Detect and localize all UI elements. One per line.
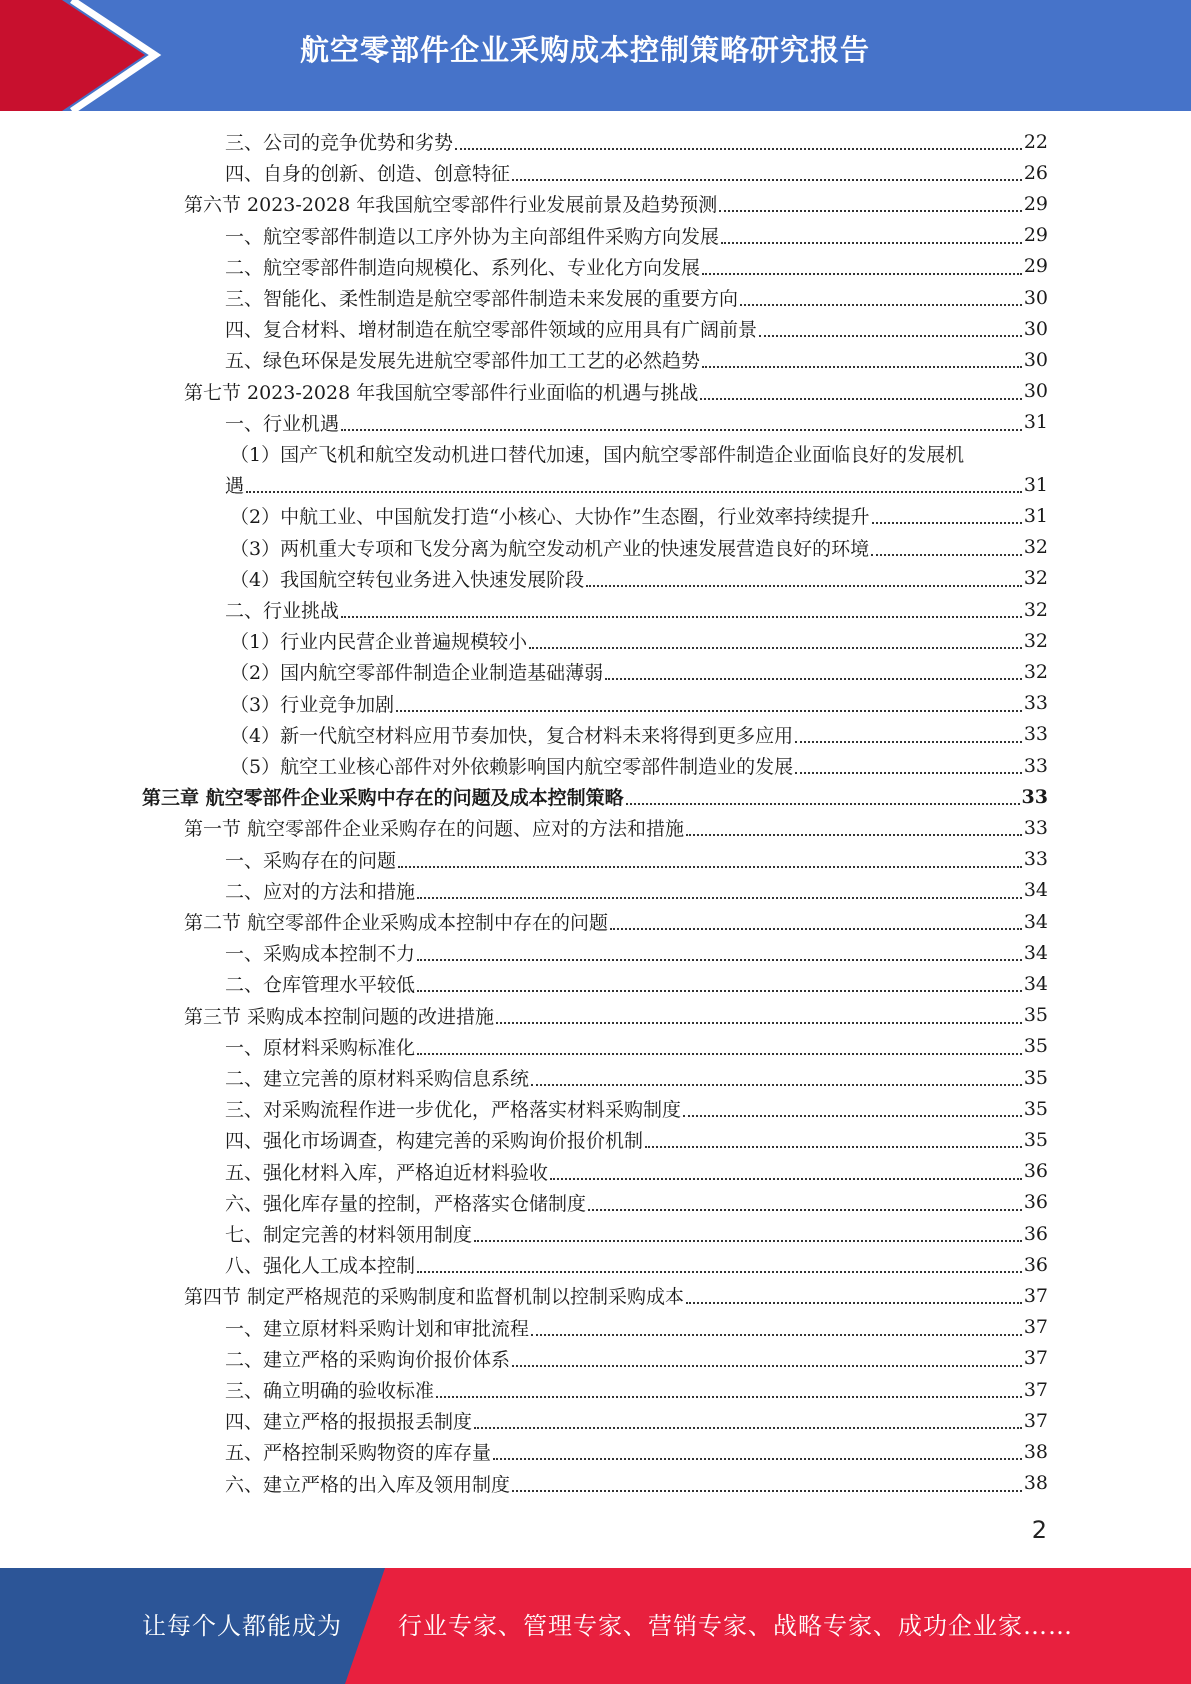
toc-leader-dots: [586, 585, 1022, 587]
toc-entry: [225, 251, 1048, 282]
toc-entry-label: （1）行业内民营企业普遍规模较小: [230, 631, 528, 654]
toc-page-number: 35: [1023, 1097, 1048, 1120]
toc-leader-dots: [588, 1209, 1022, 1211]
toc-entry-label: 七、制定完善的材料领用制度: [225, 1224, 473, 1246]
toc-leader-dots: [512, 1365, 1022, 1367]
toc-leader-dots: [512, 1490, 1022, 1492]
toc-page-number: 36: [1023, 1222, 1048, 1245]
toc-entry: [230, 750, 1048, 781]
toc-leader-dots: [605, 678, 1022, 680]
toc-entry-label: （3）行业竞争加剧: [230, 693, 395, 716]
toc-entry-label: 第四节 制定严格规范的采购制度和监督机制以控制采购成本: [184, 1286, 685, 1309]
toc-leader-dots: [795, 741, 1022, 743]
toc-entry: [225, 1187, 1048, 1218]
toc-entry-label: 三、智能化、柔性制造是航空零部件制造未来发展的重要方向: [225, 288, 739, 310]
toc-leader-dots: [626, 803, 1020, 805]
toc-leader-dots: [417, 1271, 1022, 1273]
toc-entry: [230, 625, 1048, 656]
toc-entry-label: （2）中航工业、中国航发打造“小核心、大协作”生态圈，行业效率持续提升: [230, 506, 870, 529]
toc-leader-dots: [719, 210, 1022, 212]
toc-entry: [225, 1374, 1048, 1405]
toc-entry: [225, 157, 1048, 188]
toc-entry-label: 二、行业挑战: [225, 600, 340, 622]
toc-page-number: 36: [1023, 1253, 1048, 1276]
page-footer: [0, 1568, 1191, 1684]
toc-entry-label: 第七节 2023-2028 年我国航空零部件行业面临的机遇与挑战: [184, 381, 699, 404]
toc-section-entry: [184, 376, 1048, 407]
toc-section-entry: [184, 812, 1048, 843]
toc-page-number: 33: [1023, 848, 1048, 871]
toc-leader-dots: [512, 179, 1022, 181]
toc-leader-dots: [795, 772, 1022, 774]
toc-entry-label: 一、建立原材料采购计划和审批流程: [225, 1317, 530, 1340]
toc-entry-label: 八、强化人工成本控制: [225, 1255, 416, 1278]
toc-entry: [225, 1218, 1048, 1249]
toc-entry-label: （4）新一代航空材料应用节奏加快，复合材料未来将得到更多应用: [230, 724, 794, 747]
toc-entry: [225, 469, 1048, 500]
toc-entry: [225, 220, 1048, 251]
toc-entry-label: 第六节 2023-2028 年我国航空零部件行业发展前景及趋势预测: [184, 194, 718, 217]
toc-entry-label: 一、采购存在的问题: [225, 849, 397, 872]
toc-page-number: 35: [1023, 1066, 1048, 1089]
footer-slogan-right: 行业专家、管理专家、营销专家、战略专家、成功企业家……: [398, 1612, 1073, 1640]
report-title: 航空零部件企业采购成本控制策略研究报告: [300, 33, 871, 67]
toc-section-entry: [184, 906, 1048, 937]
toc-entry-label: 三、对采购流程作进一步优化，严格落实材料采购制度: [225, 1099, 682, 1122]
toc-page-number: 37: [1023, 1409, 1048, 1432]
toc-entry-label: 第三章 航空零部件企业采购中存在的问题及成本控制策略: [142, 787, 624, 810]
toc-entry-label: 六、强化库存量的控制，严格落实仓储制度: [225, 1192, 587, 1215]
toc-leader-dots: [417, 959, 1022, 961]
toc-leader-dots: [700, 398, 1022, 400]
toc-entry-label: 三、公司的竞争优势和劣势: [225, 132, 454, 154]
toc-entry: [225, 1436, 1048, 1467]
toc-entry-label: 五、强化材料入库，严格迫近材料验收: [225, 1161, 549, 1184]
toc-leader-dots: [474, 1427, 1022, 1429]
toc-leader-dots: [872, 522, 1022, 524]
toc-entry: [225, 1062, 1048, 1093]
toc-page-number: 31: [1023, 504, 1048, 527]
toc-entry-label: 四、自身的创新、创造、创意特征: [225, 163, 511, 186]
toc-leader-dots: [341, 616, 1022, 618]
toc-leader-dots: [417, 897, 1022, 899]
toc-leader-dots: [686, 1302, 1022, 1304]
toc-leader-dots: [645, 1146, 1022, 1148]
toc-page-number: 30: [1023, 380, 1048, 403]
toc-entry: [225, 968, 1048, 999]
toc-entry-label: 第一节 航空零部件企业采购存在的问题、应对的方法和措施: [184, 818, 685, 841]
toc-entry-label: 六、建立严格的出入库及领用制度: [225, 1473, 511, 1496]
toc-entry-label: 第二节 航空零部件企业采购成本控制中存在的问题: [184, 912, 609, 934]
toc-entry: [225, 844, 1048, 875]
toc-page-number: 36: [1023, 1160, 1048, 1183]
toc-page-number: 29: [1023, 192, 1048, 215]
toc-page-number: 35: [1023, 1128, 1048, 1151]
toc-page-number: 31: [1023, 411, 1048, 434]
toc-page-number: 32: [1023, 536, 1048, 559]
toc-page-number: 37: [1023, 1378, 1048, 1401]
toc-entry-label: 四、强化市场调查，构建完善的采购询价报价机制: [225, 1130, 644, 1153]
toc-entry-label: 四、建立严格的报损报丢制度: [225, 1411, 473, 1434]
toc-page-number: 30: [1023, 317, 1048, 340]
toc-page-number: 29: [1023, 224, 1048, 247]
toc-leader-dots: [341, 429, 1022, 431]
toc-page-number: 33: [1023, 692, 1048, 715]
toc-entry: [225, 1312, 1048, 1343]
toc-entry: [230, 719, 1048, 750]
toc-page-number: 33: [1023, 754, 1048, 777]
toc-entry: [225, 1468, 1048, 1499]
toc-entry-label: 遇: [225, 475, 245, 498]
page-number: 2: [1031, 1516, 1047, 1544]
toc-leader-dots: [610, 928, 1022, 930]
toc-entry: [225, 1156, 1048, 1187]
toc-page-number: 33: [1021, 785, 1048, 808]
toc-entry: [225, 1343, 1048, 1374]
toc-page-number: 35: [1023, 1035, 1048, 1058]
toc-leader-dots: [759, 335, 1022, 337]
toc-page-number: 37: [1023, 1284, 1048, 1307]
toc-leader-dots: [455, 148, 1022, 150]
toc-page-number: 37: [1023, 1316, 1048, 1339]
toc-leader-dots: [702, 273, 1022, 275]
toc-page-number: 26: [1023, 161, 1048, 184]
toc-leader-dots: [436, 1396, 1022, 1398]
toc-entry-label: 四、复合材料、增材制造在航空零部件领域的应用具有广阔前景: [225, 319, 758, 342]
toc-section-entry: [184, 1280, 1048, 1311]
toc-leader-dots: [702, 366, 1022, 368]
toc-entry: [230, 532, 1048, 563]
toc-entry-label: （2）国内航空零部件制造企业制造基础薄弱: [230, 662, 604, 685]
toc-entry: [225, 1031, 1048, 1062]
toc-entry: [225, 344, 1048, 375]
toc-page-number: 31: [1023, 473, 1048, 496]
toc-entry-label: 二、建立严格的采购询价报价体系: [225, 1348, 511, 1371]
page-header: [0, 0, 1191, 111]
toc-leader-dots: [531, 1084, 1022, 1086]
footer-slogan-left: 让每个人都能成为: [142, 1612, 342, 1640]
toc-entry-label: 三、确立明确的验收标准: [225, 1380, 435, 1402]
toc-entry: [225, 407, 1048, 438]
toc-page-number: 36: [1023, 1191, 1048, 1214]
toc-leader-dots: [474, 1240, 1022, 1242]
toc-entry-label: 二、应对的方法和措施: [225, 880, 416, 903]
toc-entry-label: 二、仓库管理水平较低: [225, 974, 416, 997]
toc-leader-dots: [417, 1053, 1022, 1055]
toc-page-number: 32: [1023, 629, 1048, 652]
toc-entry: [230, 563, 1048, 594]
toc-entry-label: （5）航空工业核心部件对外依赖影响国内航空零部件制造业的发展: [230, 756, 794, 778]
toc-leader-dots: [417, 990, 1022, 992]
toc-leader-dots: [871, 554, 1022, 556]
toc-entry: [225, 937, 1048, 968]
toc-entry-label: 一、采购成本控制不力: [225, 943, 416, 966]
toc-entry-label: 第三节 采购成本控制问题的改进措施: [184, 1005, 495, 1028]
toc-page-number: 32: [1023, 567, 1048, 590]
toc-page-number: 22: [1023, 130, 1048, 153]
toc-entry-label: 一、行业机遇: [225, 412, 340, 435]
toc-entry: [225, 1093, 1048, 1124]
toc-entry: [225, 594, 1048, 625]
toc-page-number: 29: [1023, 255, 1048, 278]
toc-entry: [230, 500, 1048, 531]
toc-leader-dots: [683, 1115, 1022, 1117]
toc-entry: [225, 282, 1048, 313]
toc-entry: [225, 1249, 1048, 1280]
toc-entry-label: 二、建立完善的原材料采购信息系统: [225, 1068, 530, 1090]
toc-page-number: 33: [1023, 816, 1048, 839]
toc-leader-dots: [550, 1178, 1022, 1180]
toc-section-entry: [184, 1000, 1048, 1031]
toc-page-number: 34: [1023, 972, 1048, 995]
toc-page-number: 34: [1023, 910, 1048, 933]
toc-leader-dots: [721, 242, 1022, 244]
toc-page-number: 35: [1023, 1004, 1048, 1027]
toc-entry: [225, 313, 1048, 344]
toc-page-number: 32: [1023, 660, 1048, 683]
toc-chapter-entry: [142, 781, 1048, 812]
toc-section-entry: [184, 188, 1048, 219]
toc-entry-label: 五、绿色环保是发展先进航空零部件加工工艺的必然趋势: [225, 350, 701, 373]
toc-page-number: 34: [1023, 879, 1048, 902]
toc-page-number: 33: [1023, 723, 1048, 746]
toc-entry-label: 五、严格控制采购物资的库存量: [225, 1442, 492, 1465]
toc-leader-dots: [493, 1458, 1022, 1460]
toc-leader-dots: [496, 1022, 1022, 1024]
toc-entry-label: 一、原材料采购标准化: [225, 1036, 416, 1059]
toc-page-number: 32: [1023, 598, 1048, 621]
toc-entry-label: （4）我国航空转包业务进入快速发展阶段: [230, 568, 585, 591]
toc-entry-label: 二、航空零部件制造向规模化、系列化、专业化方向发展: [225, 256, 701, 279]
toc-entry: [230, 438, 1048, 469]
toc-entry-label: （1）国产飞机和航空发动机进口替代加速，国内航空零部件制造企业面临良好的发展机: [230, 444, 965, 466]
toc-leader-dots: [531, 1334, 1022, 1336]
toc-leader-dots: [529, 647, 1022, 649]
toc-entry: [225, 875, 1048, 906]
toc-page-number: 34: [1023, 941, 1048, 964]
toc-page-number: 37: [1023, 1347, 1048, 1370]
toc-page-number: 38: [1023, 1440, 1048, 1463]
toc-entry: [225, 1405, 1048, 1436]
toc-page-number: 30: [1023, 348, 1048, 371]
toc-entry: [225, 126, 1048, 157]
toc-leader-dots: [686, 834, 1022, 836]
toc-entry: [230, 688, 1048, 719]
toc-entry-label: 一、航空零部件制造以工序外协为主向部组件采购方向发展: [225, 225, 720, 248]
toc-leader-dots: [246, 491, 1022, 493]
toc-page-number: 38: [1023, 1472, 1048, 1495]
toc-page-number: 30: [1023, 286, 1048, 309]
toc-entry: [230, 656, 1048, 687]
toc-entry-label: （3）两机重大专项和飞发分离为航空发动机产业的快速发展营造良好的环境: [230, 537, 870, 560]
toc-leader-dots: [396, 710, 1022, 712]
toc-leader-dots: [740, 304, 1022, 306]
toc-leader-dots: [398, 866, 1022, 868]
toc-entry: [225, 1124, 1048, 1155]
